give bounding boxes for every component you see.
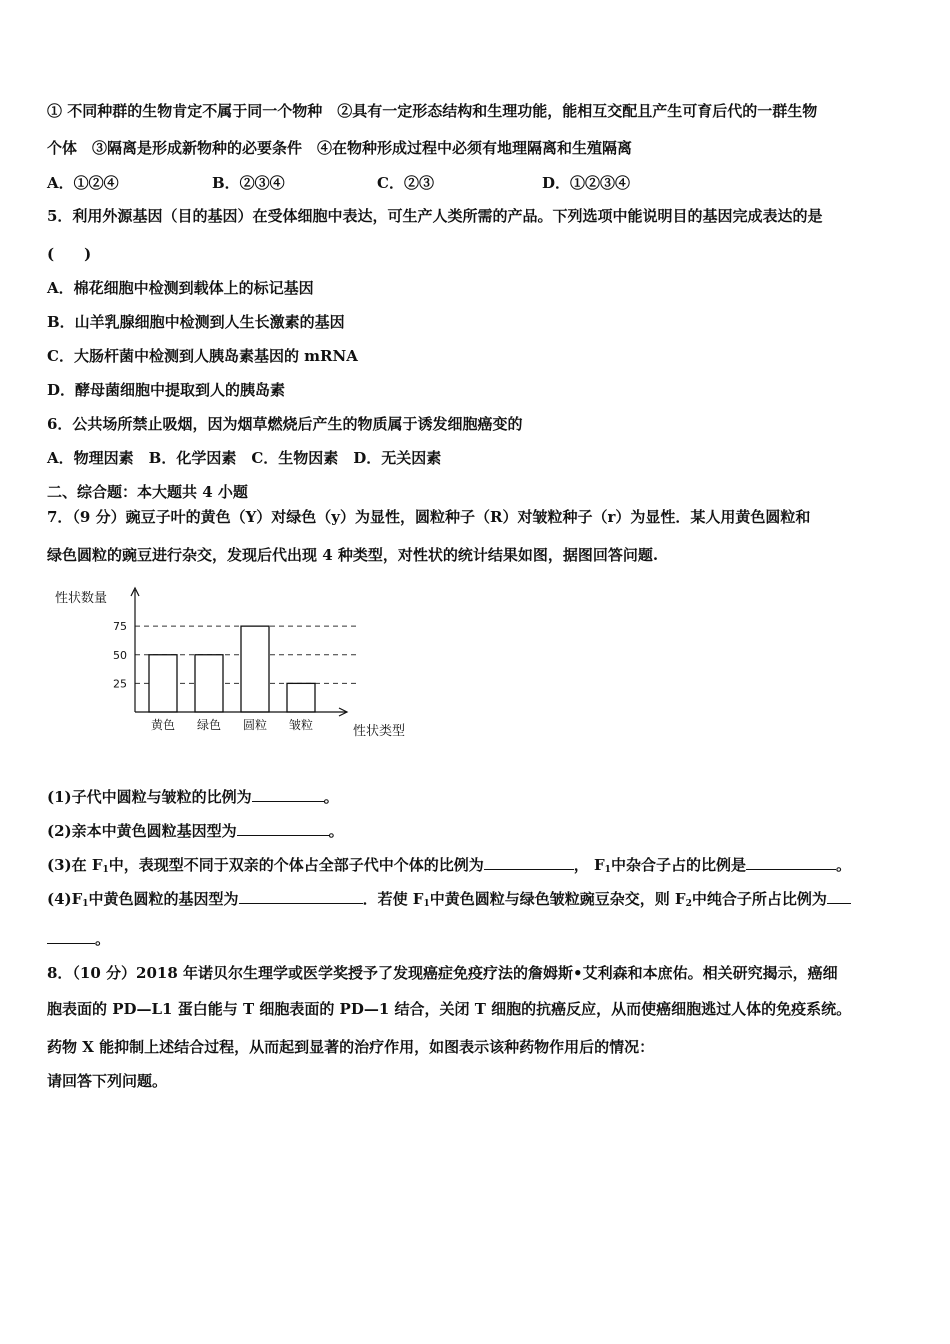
bar-2: [195, 655, 223, 712]
q7-subquestion-3: [47, 855, 851, 875]
q7-sub3-subscript-2: 1: [604, 865, 611, 875]
category-label: 绿色: [196, 718, 222, 732]
x-axis-label: 性状类型: [353, 724, 406, 739]
category-label: 圆粒: [242, 718, 268, 732]
q7-sub4-subscript-1: 1: [82, 899, 89, 909]
q5-option-d: D．酵母菌细胞中提取到人的胰岛素: [47, 381, 286, 399]
q7-stem-line2: 绿色圆粒的豌豆进行杂交，发现后代出现 4 种类型，对性状的统计结果如图，据图回答问题.: [47, 546, 659, 564]
q7-sub1-text: (1)子代中圆粒与皱粒的比例为: [47, 788, 252, 806]
q7-sub3-period: 。: [835, 856, 851, 874]
q4-option-d: D．①②③④: [542, 174, 631, 192]
q6-options: A．物理因素 B．化学因素 C．生物因素 D．无关因素: [47, 449, 442, 467]
q7-sub4-blank-2a: [827, 889, 851, 904]
category-label: 皱粒: [288, 718, 314, 732]
q7-sub4-part-d: 中黄色圆粒与绿色皱粒豌豆杂交，则 F: [429, 890, 686, 908]
q7-sub3-part-a: (3)在 F: [47, 856, 103, 874]
q8-stem-line1: 8．（10 分）2018 年诺贝尔生理学或医学奖授予了发现癌症免疫疗法的詹姆斯•艾利森和本庶佑。相关研究揭示，癌细: [47, 964, 838, 982]
q7-sub3-part-d: 中杂合子占的比例是: [610, 856, 746, 874]
q7-sub1-blank: [252, 787, 324, 802]
q5-bracket: ( ): [47, 245, 92, 263]
trait-bar-chart: [47, 580, 427, 750]
y-tick-label: 25: [113, 677, 127, 691]
q7-sub2-blank: [237, 821, 329, 836]
q7-sub3-part-b: 中，表现型不同于双亲的个体占全部子代中个体的比例为: [108, 856, 484, 874]
chart-y-ticks: [113, 620, 127, 690]
bar-4: [287, 683, 315, 712]
bar-3: [241, 626, 269, 712]
category-label: 黄色: [150, 718, 176, 732]
q7-subquestion-4: [47, 889, 851, 909]
q7-sub2-period: 。: [328, 822, 344, 840]
section-heading: 二、综合题：本大题共 4 小题: [47, 483, 248, 501]
q7-sub4-blank-1: [239, 889, 363, 904]
q7-sub2-text: (2)亲本中黄色圆粒基因型为: [47, 822, 237, 840]
q5-stem: 5．利用外源基因（目的基因）在受体细胞中表达，可生产人类所需的产品。下列选项中能说明目的基因完成表达的是: [47, 207, 823, 225]
q7-subquestion-1: [47, 787, 339, 807]
q7-sub4-part-a: (4)F: [47, 890, 83, 908]
y-tick-label: 75: [113, 620, 127, 634]
y-tick-label: 50: [113, 648, 127, 662]
q7-sub3-subscript-1: 1: [102, 865, 109, 875]
q4-option-c: C．②③: [377, 174, 434, 192]
q5-option-a: A．棉花细胞中检测到载体上的标记基因: [47, 279, 314, 297]
q7-sub4-subscript-3: 2: [685, 899, 692, 909]
q7-sub3-blank-2: [746, 855, 836, 870]
q5-option-c: C．大肠杆菌中检测到人胰岛素基因的 mRNA: [47, 347, 358, 365]
q7-subquestion-4-cont: [47, 929, 110, 949]
q5-option-b: B．山羊乳腺细胞中检测到人生长激素的基因: [47, 313, 345, 331]
q7-sub4-part-c: ．若使 F: [362, 890, 424, 908]
q7-subquestion-2: [47, 821, 344, 841]
q8-stem-line3: 药物 X 能抑制上述结合过程，从而起到显著的治疗作用，如图表示该种药物作用后的情况：: [47, 1038, 655, 1056]
chart-bars: [149, 626, 315, 712]
q7-sub3-blank-1: [484, 855, 574, 870]
q7-sub4-period: 。: [95, 930, 111, 948]
q7-sub4-blank-2b: [47, 929, 95, 944]
q7-sub1-period: 。: [323, 788, 339, 806]
q4-option-a: A．①②④: [47, 174, 119, 192]
q7-sub3-part-c: ， F: [573, 856, 605, 874]
q6-stem: 6．公共场所禁止吸烟，因为烟草燃烧后产生的物质属于诱发细胞癌变的: [47, 415, 523, 433]
bar-1: [149, 655, 177, 712]
q4-statement-line1: ① 不同种群的生物肯定不属于同一个物种 ②具有一定形态结构和生理功能，能相互交配且产生可育后代的一群生物: [47, 102, 818, 120]
q7-sub4-part-b: 中黄色圆粒的基因型为: [88, 890, 239, 908]
q4-statement-line2: 个体 ③隔离是形成新物种的必要条件 ④在物种形成过程中必须有地理隔离和生殖隔离: [47, 139, 633, 157]
q7-stem-line1: 7．（9 分）豌豆子叶的黄色（Y）对绿色（y）为显性，圆粒种子（R）对皱粒种子（r）为显性．某人用黄色圆粒和: [47, 508, 811, 526]
chart-category-labels: [151, 717, 313, 732]
y-axis-label: 性状数量: [55, 591, 108, 606]
q4-option-b: B．②③④: [212, 174, 285, 192]
q7-sub4-part-e: 中纯合子所占比例为: [691, 890, 827, 908]
q8-stem-line2: 胞表面的 PD—L1 蛋白能与 T 细胞表面的 PD—1 结合，关闭 T 细胞的抗癌反应，从而使癌细胞逃过人体的免疫系统。: [47, 1000, 852, 1018]
q7-sub4-subscript-2: 1: [423, 899, 430, 909]
q8-stem-line4: 请回答下列问题。: [47, 1072, 168, 1090]
